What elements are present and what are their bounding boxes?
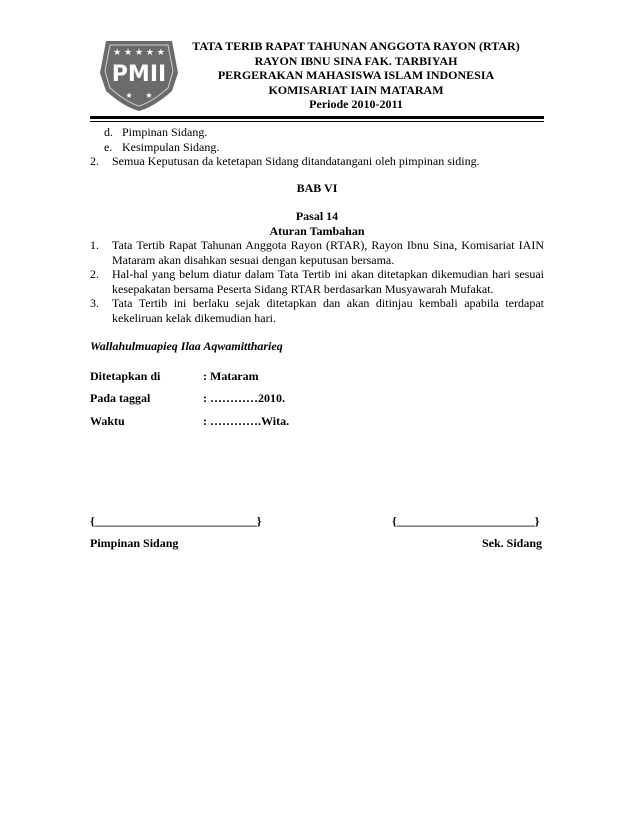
list-item: 3. Tata Tertib ini berlaku sejak ditetapkan dan akan ditinjau kembali apabila terdapat kekeliruan kelak dikemudian hari. xyxy=(90,296,544,325)
signature-line-left: {___________________________} xyxy=(90,514,262,528)
svg-text:★ ★ ★ ★ ★: ★ ★ ★ ★ ★ xyxy=(113,48,165,58)
detail-row: Pada taggal : …………2010. xyxy=(90,391,285,405)
logo-text: PMII xyxy=(111,62,167,87)
closing-phrase: Wallahulmuapieq Ilaa Aqwamitthariеq xyxy=(90,339,283,353)
signature-label-left: Pimpinan Sidang xyxy=(90,536,179,550)
list-item: d. Pimpinan Sidang. xyxy=(104,125,208,139)
article-heading: Pasal 14 xyxy=(295,209,339,223)
signature-line-right: {_______________________} xyxy=(392,514,540,528)
document-body xyxy=(90,125,544,428)
pmii-logo xyxy=(94,37,184,113)
chapter-heading: BAB VI xyxy=(296,180,338,195)
article-title: Aturan Tambahan xyxy=(269,223,365,238)
header-line-1: TATA TERIB RAPAT TAHUNAN ANGGOTA RAYON (RTAR) xyxy=(192,39,520,53)
header-rule-thin xyxy=(90,121,544,122)
header-line-4: KOMISARIAT IAIN MATARAM xyxy=(268,82,444,97)
header-line-3: PERGERAKAN MAHASISWA ISLAM INDONESIA xyxy=(217,68,495,82)
header-rule-thick xyxy=(90,116,544,119)
letterhead xyxy=(180,39,532,112)
header-line-2: RAYON IBNU SINA FAK. TARBIYAH xyxy=(254,53,458,68)
header-period: Periode 2010-2011 xyxy=(309,97,403,111)
detail-row: Waktu : ………….Wita. xyxy=(90,413,290,428)
list-item: 1. Tata Tertib Rapat Tahunan Anggota Rayon (RTAR), Rayon Ibnu Sina, Komisariat IAIN Mataram akan disahkan sesuai dengan keputusan bersama. xyxy=(90,238,544,267)
signature-label-right: Sek. Sidang xyxy=(481,536,542,550)
list-item: e. Kesimpulan Sidang. xyxy=(104,139,220,154)
list-item: 2. Hal-hal yang belum diatur dalam Tata Tertib ini akan ditetapkan dikemudian hari sesuai kesepakatan bersama Peserta Sidang RTAR berdasarkan Musyawarah Mufakat. xyxy=(90,267,544,296)
svg-text:★ ★: ★ ★ xyxy=(125,91,153,100)
list-item: 2. Semua Keputusan da ketetapan Sidang ditandatangani oleh pimpinan siding. xyxy=(90,154,480,168)
detail-row: Ditetapkan di : Mataram xyxy=(90,368,259,383)
